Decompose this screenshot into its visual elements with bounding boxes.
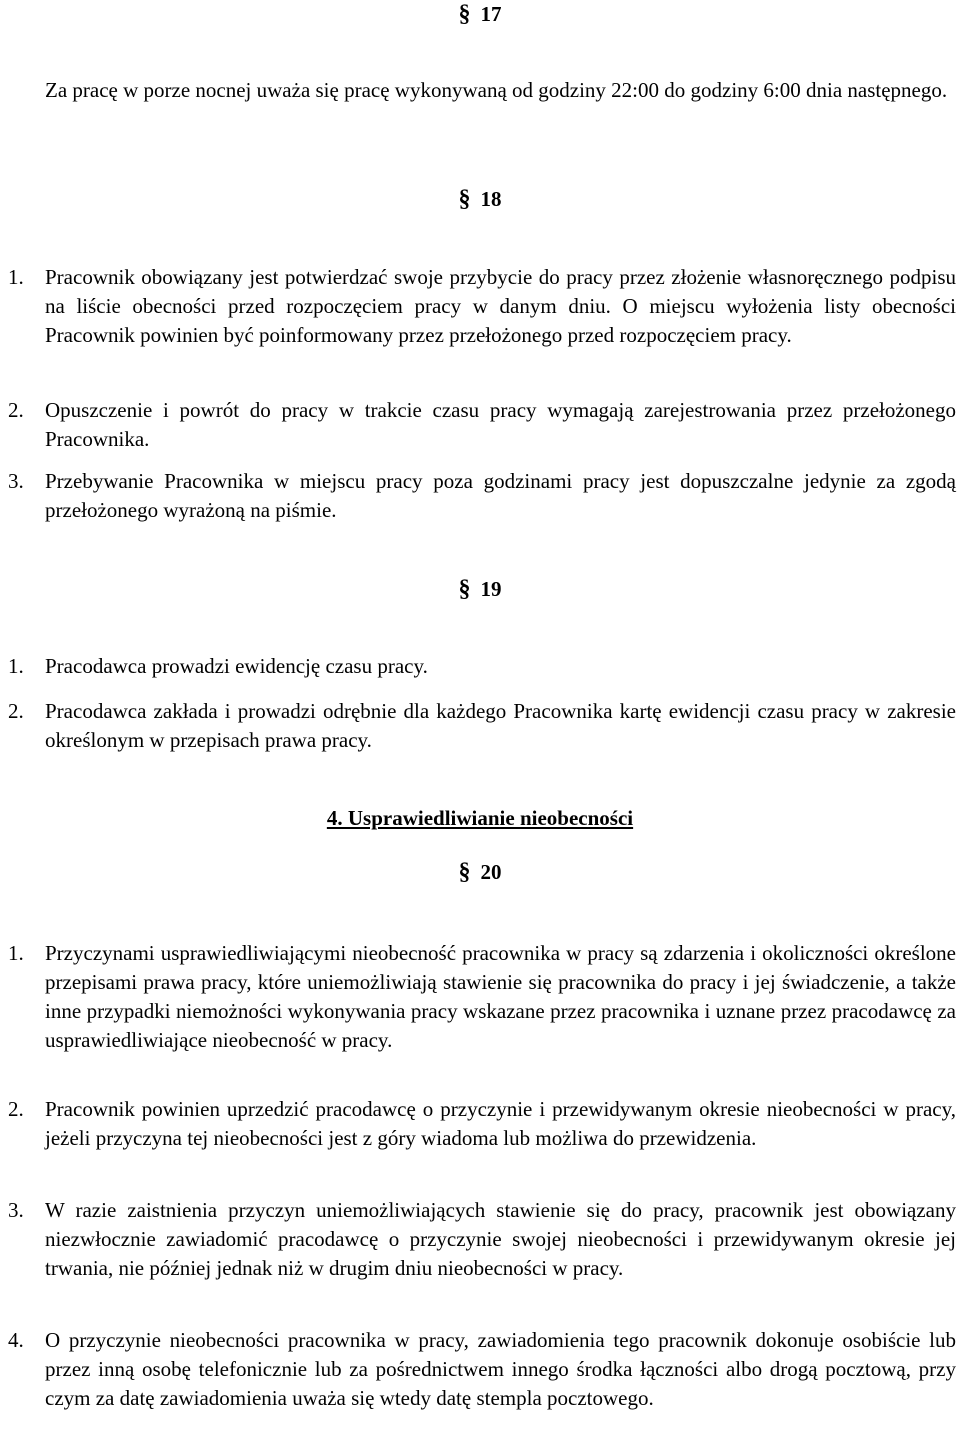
item-text: Przebywanie Pracownika w miejscu pracy poza godzinami pracy jest dopuszczalne jedynie za zgodą przełożonego wyrażoną na piśmie. xyxy=(45,469,956,522)
chapter-title: 4. Usprawiedliwianie nieobecności xyxy=(326,806,634,830)
section-symbol: § xyxy=(458,186,471,212)
item-number: 1. xyxy=(8,941,24,965)
section-symbol: § xyxy=(458,1,471,27)
item-number: 4. xyxy=(8,1328,24,1352)
item-text: Pracodawca zakłada i prowadzi odrębnie dla każdego Pracownika kartę ewidencji czasu pracy w zakresie określonym w przepisach prawa pracy. xyxy=(45,699,956,752)
section-number: 17 xyxy=(480,2,502,26)
list-item xyxy=(8,263,956,350)
list-item xyxy=(8,939,956,1055)
item-text: Pracownik obowiązany jest potwierdzać swoje przybycie do pracy przez złożenie własnoręcznego podpisu na liście obecności przed rozpoczęciem pracy w danym dniu. O miejscu wyłożenia listy obecności Pracownik powinien być poinformowany przez przełożonego przed rozpoczęciem pracy. xyxy=(45,265,956,347)
section-17-text: Za pracę w porze nocnej uważa się pracę wykonywaną od godziny 22:00 do godziny 6:00 dnia następnego. xyxy=(45,78,948,102)
item-text: W razie zaistnienia przyczyn uniemożliwiających stawienie się do pracy, pracownik jest obowiązany niezwłocznie zawiadomić pracodawcę o przyczynie swojej nieobecności i przewidywanym okresie jej trwania, nie później jednak niż w drugim dniu nieobecności w pracy. xyxy=(45,1198,956,1280)
item-number: 2. xyxy=(8,1097,24,1121)
list-item xyxy=(8,652,956,681)
section-heading-17 xyxy=(0,0,960,29)
section-number: 19 xyxy=(480,577,502,601)
item-text: O przyczynie nieobecności pracownika w pracy, zawiadomienia tego pracownik dokonuje osobiście lub przez inną osobę telefonicznie lub za pośrednictwem innego środka łączności albo drogą pocztową, przy czym za datę zawiadomienia uważa się wtedy datę stempla pocztowego. xyxy=(45,1328,956,1410)
item-number: 2. xyxy=(8,398,24,422)
list-item xyxy=(8,1326,956,1413)
item-text: Pracownik powinien uprzedzić pracodawcę o przyczynie i przewidywanym okresie nieobecności w pracy, jeżeli przyczyna tej nieobecności jest z góry wiadoma lub możliwa do przewidzenia. xyxy=(45,1097,956,1150)
list-item xyxy=(8,1196,956,1283)
item-number: 3. xyxy=(8,1198,24,1222)
section-heading-20 xyxy=(0,858,960,887)
section-heading-18 xyxy=(0,185,960,214)
item-text: Przyczynami usprawiedliwiającymi nieobecność pracownika w pracy są zdarzenia i okoliczności określone przepisami prawa pracy, które uniemożliwiają stawienie się pracownika do pracy i jej świadczenie, a także inne przypadki niemożności wykonywania pracy wskazane przez pracownika i uznane przez pracodawcę za usprawiedliwiające nieobecność w pracy. xyxy=(45,941,956,1052)
chapter-heading xyxy=(0,804,960,833)
section-heading-19 xyxy=(0,575,960,604)
section-number: 20 xyxy=(480,860,502,884)
item-number: 3. xyxy=(8,469,24,493)
section-number: 18 xyxy=(480,187,502,211)
item-number: 1. xyxy=(8,654,24,678)
list-item xyxy=(8,697,956,755)
item-number: 1. xyxy=(8,265,24,289)
section-symbol: § xyxy=(458,859,471,885)
item-text: Opuszczenie i powrót do pracy w trakcie czasu pracy wymagają zarejestrowania przez przełożonego Pracownika. xyxy=(45,398,956,451)
list-item xyxy=(8,1095,956,1153)
list-item xyxy=(8,396,956,454)
section-symbol: § xyxy=(458,576,471,602)
list-item xyxy=(8,467,956,525)
item-number: 2. xyxy=(8,699,24,723)
item-text: Pracodawca prowadzi ewidencję czasu pracy. xyxy=(45,654,428,678)
